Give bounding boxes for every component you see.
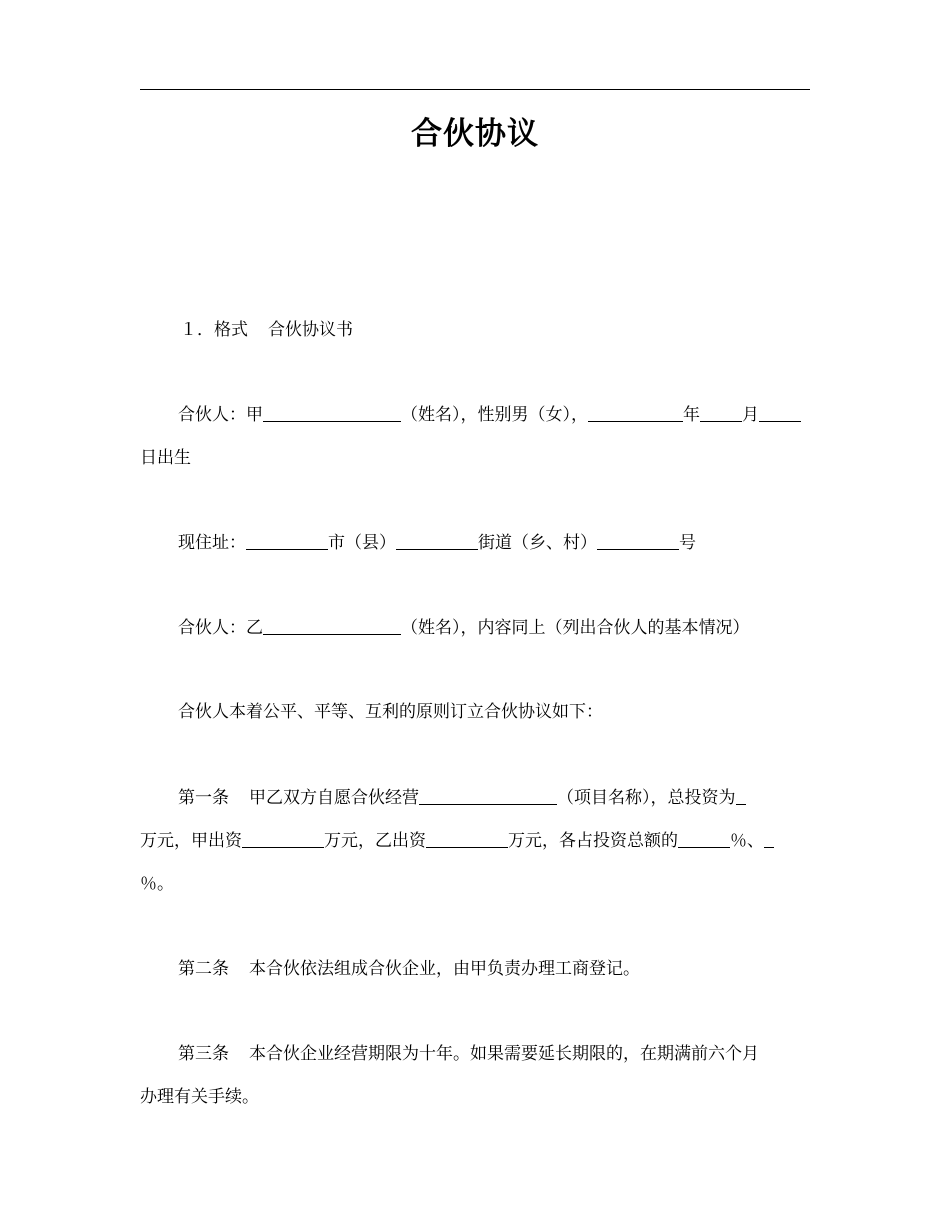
day-blank (759, 404, 801, 422)
partner-a-gender: （姓名），性别男（女）， (401, 405, 588, 425)
article-2-label: 第二条 (178, 959, 229, 979)
article-1-line2 (140, 819, 810, 863)
street-blank (396, 532, 478, 550)
number-blank (597, 532, 679, 550)
address-label: 现住址： (178, 533, 246, 553)
city-label: 市（县） (328, 533, 396, 553)
intro-paragraph: 合伙人本着公平、平等、互利的原则订立合伙协议如下： (178, 702, 603, 722)
project-blank (419, 787, 557, 805)
partner-b-line (140, 606, 810, 650)
article-2 (140, 947, 810, 991)
header-rule (140, 89, 810, 90)
partner-b-name-blank (263, 617, 401, 635)
b-invest-blank (426, 830, 508, 848)
month-blank (700, 404, 742, 422)
article-1-b-invest: 万元，乙出资 (324, 831, 426, 851)
section-label: 格式 (214, 320, 248, 340)
percent-label: ％、 (730, 831, 764, 851)
year-blank (588, 404, 683, 422)
number-label: 号 (679, 533, 696, 553)
partner-b-label: 合伙人：乙 (178, 618, 263, 638)
document-title: 合伙协议 (411, 116, 539, 152)
article-1-label: 第一条 (178, 788, 229, 808)
article-3-label: 第三条 (178, 1044, 229, 1064)
article-1-text: 甲乙双方自愿合伙经营 (249, 788, 419, 808)
street-label: 街道（乡、村） (478, 533, 597, 553)
partner-a-label: 合伙人：甲 (178, 405, 263, 425)
month-label: 月 (742, 405, 759, 425)
a-invest-blank (242, 830, 324, 848)
partner-a-line2: 日出生 (140, 448, 191, 468)
section-name: 合伙协议书 (268, 320, 353, 340)
year-label: 年 (683, 405, 700, 425)
address-line (140, 521, 810, 565)
city-blank (246, 532, 328, 550)
partner-b-note: （姓名），内容同上（列出合伙人的基本情况） (401, 618, 750, 638)
total-blank (736, 787, 746, 805)
article-3 (140, 1032, 810, 1076)
article-1-line3: ％。 (140, 874, 174, 894)
article-3-line2: 办理有关手续。 (140, 1087, 259, 1107)
article-1-share: 万元，各占投资总额的 (508, 831, 678, 851)
article-3-text: 本合伙企业经营期限为十年。如果需要延长期限的，在期满前六个月 (249, 1044, 759, 1064)
article-2-text: 本合伙依法组成合伙企业，由甲负责办理工商登记。 (249, 959, 640, 979)
name-blank (263, 404, 401, 422)
section-heading (140, 308, 810, 352)
section-number: １． (180, 320, 214, 340)
a-share-blank (678, 830, 730, 848)
article-1-a-invest: 万元，甲出资 (140, 831, 242, 851)
b-share-blank (764, 830, 774, 848)
article-1-project: （项目名称），总投资为 (557, 788, 736, 808)
partner-a-line (140, 393, 810, 437)
article-1 (140, 776, 810, 820)
